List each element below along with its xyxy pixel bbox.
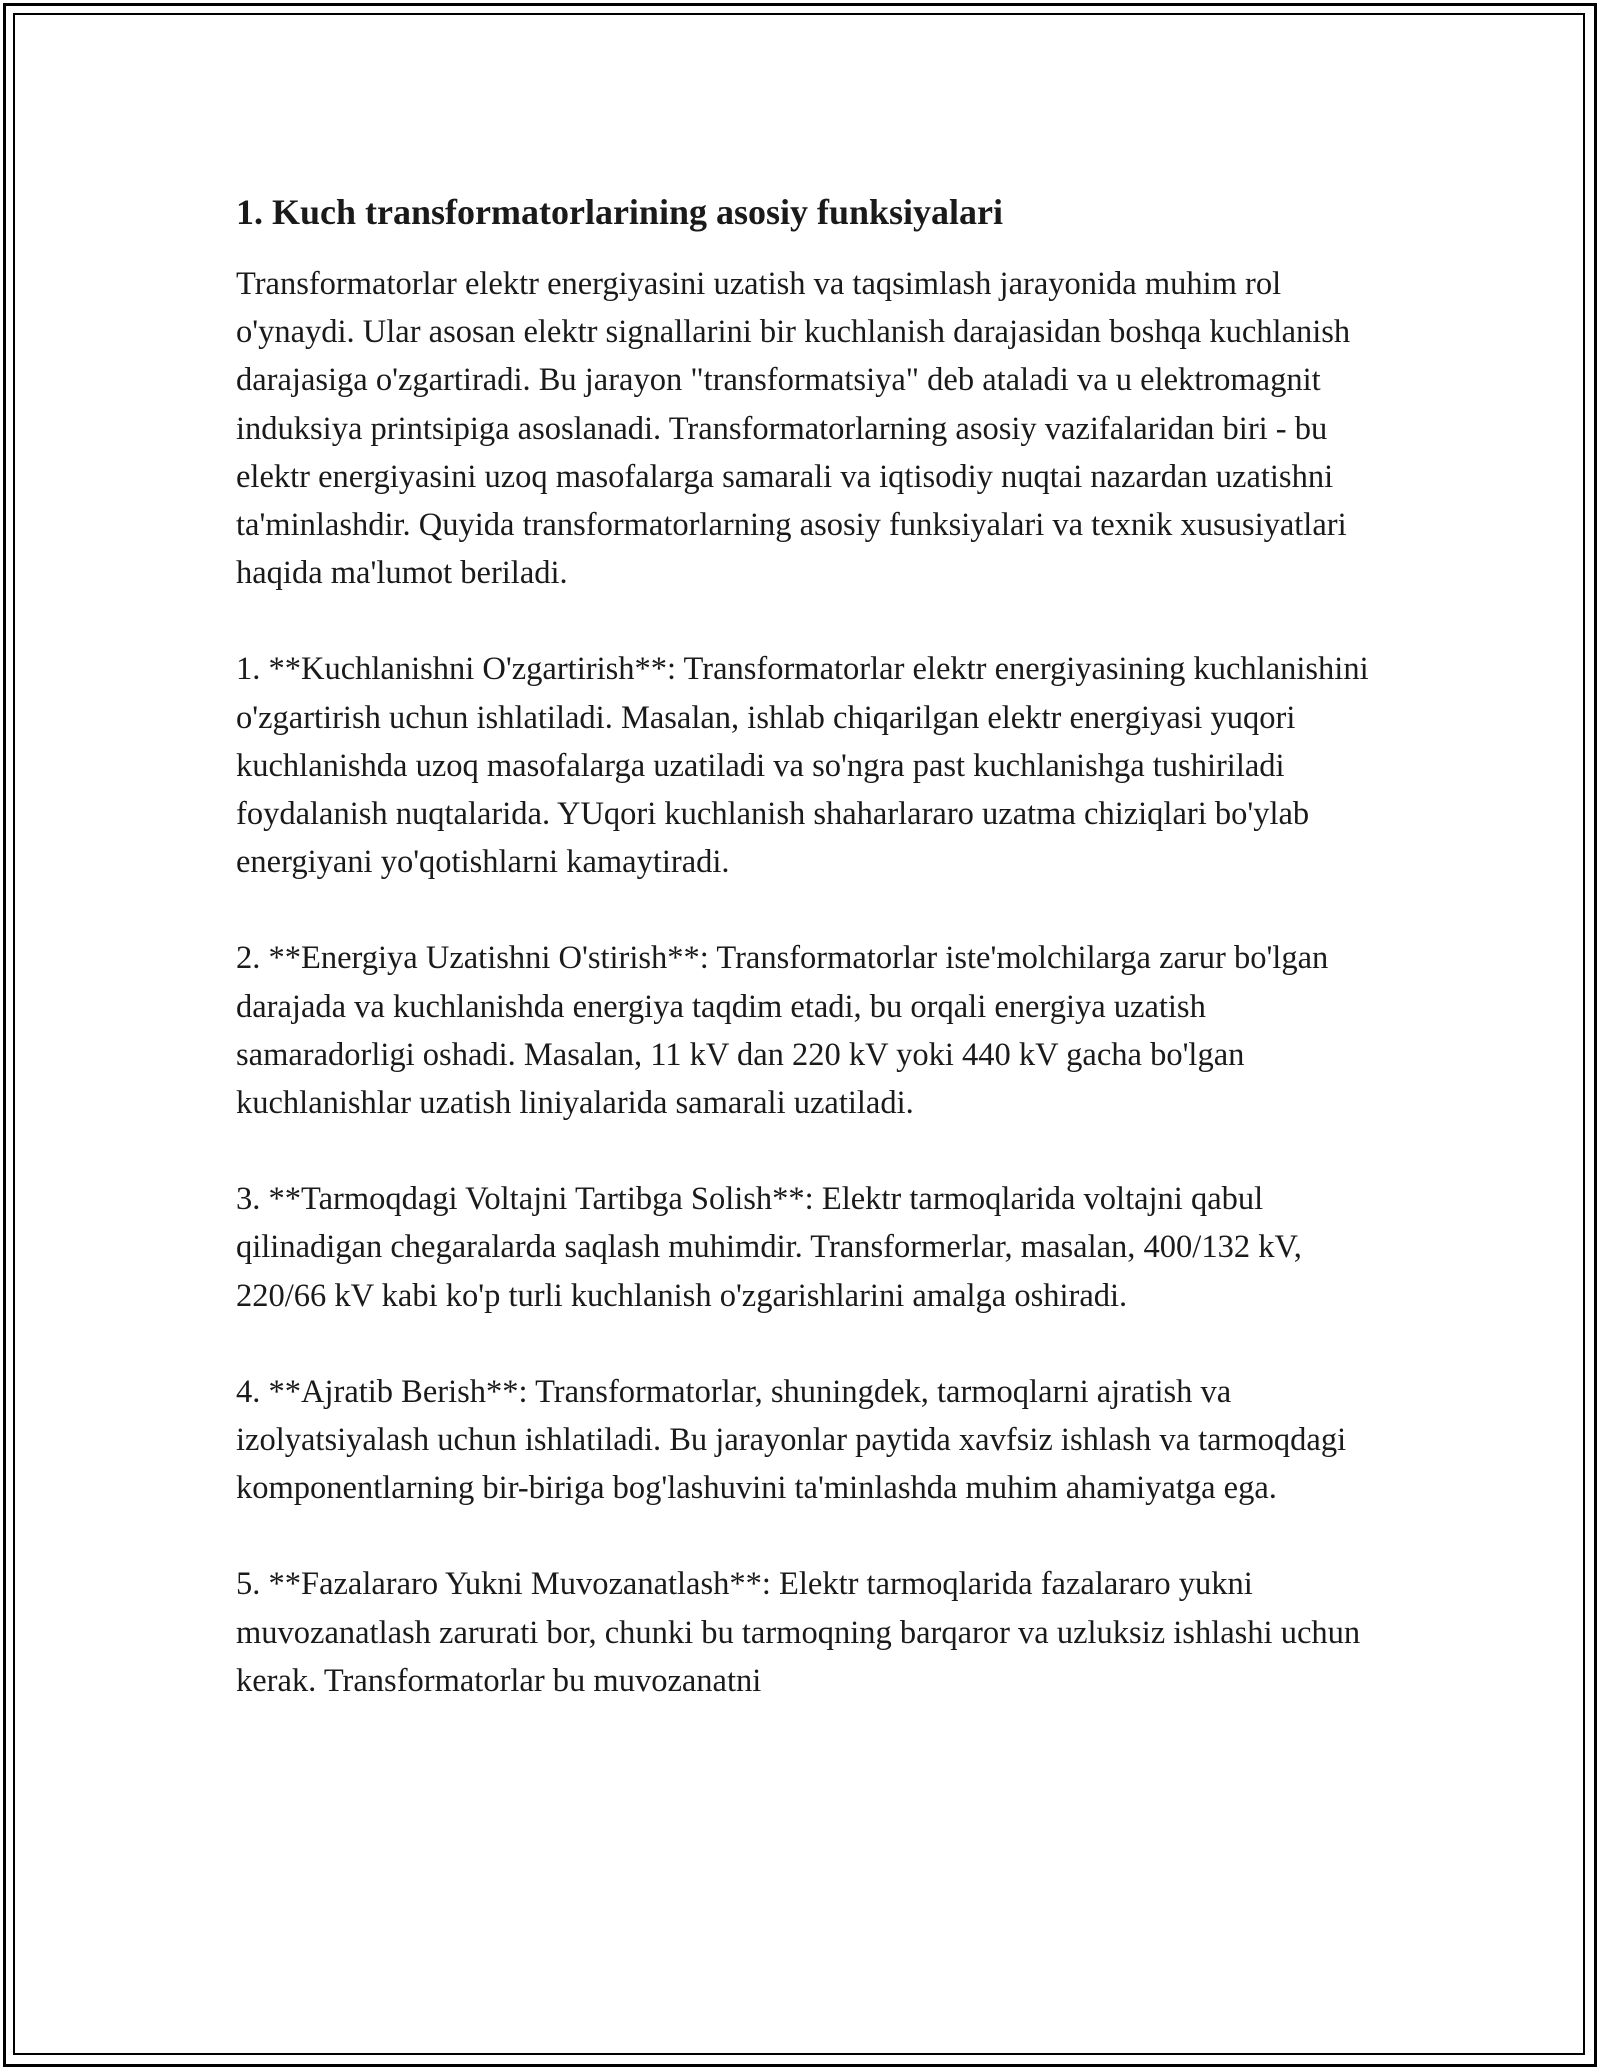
document-body [236,186,1386,1753]
list-item-phase-balancing: 5. **Fazalararo Yukni Muvozanatlash**: Elektr tarmoqlarida fazalararo yukni muvozanatlash zarurati bor, chunki bu tarmoqning barqaror va uzluksiz ishlashi uchun kerak. Transformatorlar bu muvozanatni [236,1566,1361,1699]
list-item-isolation: 4. **Ajratib Berish**: Transformatorlar, shuningdek, tarmoqlarni ajratish va izolyatsiyalash uchun ishlatiladi. Bu jarayonlar paytida xavfsiz ishlash va tarmoqdagi komponentlarning bir-biriga bog'lashuvini ta'minlashda muhim ahamiyatga ega. [236,1373,1347,1507]
list-item-voltage-change: 1. **Kuchlanishni O'zgartirish**: Transformatorlar elektr energiyasining kuchlanishini o'zgartirish uchun ishlatiladi. Masalan, ishlab chiqarilgan elektr energiyasi yuqori kuchlanishda uzoq masofalarga uzatiladi va so'ngra past kuchlanishga tushiriladi foydalanish nuqtalarida. YUqori kuchlanish shaharlararo uzatma chiziqlari bo'ylab energiyani yo'qotishlarni kamaytiradi. [236,651,1369,881]
list-item-voltage-regulation: 3. **Tarmoqdagi Voltajni Tartibga Solish**: Elektr tarmoqlarida voltajni qabul qilinadigan chegaralarda saqlash muhimdir. Transformerlar, masalan, 400/132 kV, 220/66 kV kabi ko'p turli kuchlanish o'zgarishlarini amalga oshiradi. [236,1181,1302,1314]
list-item-energy-transmission: 2. **Energiya Uzatishni O'stirish**: Transformatorlar iste'molchilarga zarur bo'lgan darajada va kuchlanishda energiya taqdim etadi, bu orqali energiya uzatish samaradorligi oshadi. Masalan, 11 kV dan 220 kV yoki 440 kV gacha bo'lgan kuchlanishlar uzatish liniyalarida samarali uzatiladi. [236,940,1329,1122]
intro-paragraph: Transformatorlar elektr energiyasini uzatish va taqsimlash jarayonida muhim rol o'ynaydi. Ular asosan elektr signallarini bir kuchlanish darajasidan boshqa kuchlanish darajasiga o'zgartiradi. Bu jarayon "transformatsiya" deb ataladi va u elektromagnit induksiya printsipiga asoslanadi. Transformatorlarning asosiy vazifalaridan biri - bu elektr energiyasini uzoq masofalarga samarali va iqtisodiy nuqtai nazardan uzatishni ta'minlashdir. Quyida transformatorlarning asosiy funksiyalari va texnik xususiyatlari haqida ma'lumot beriladi. [236,266,1351,592]
section-heading: 1. Kuch transformatorlarining asosiy funksiyalari [236,192,1004,232]
